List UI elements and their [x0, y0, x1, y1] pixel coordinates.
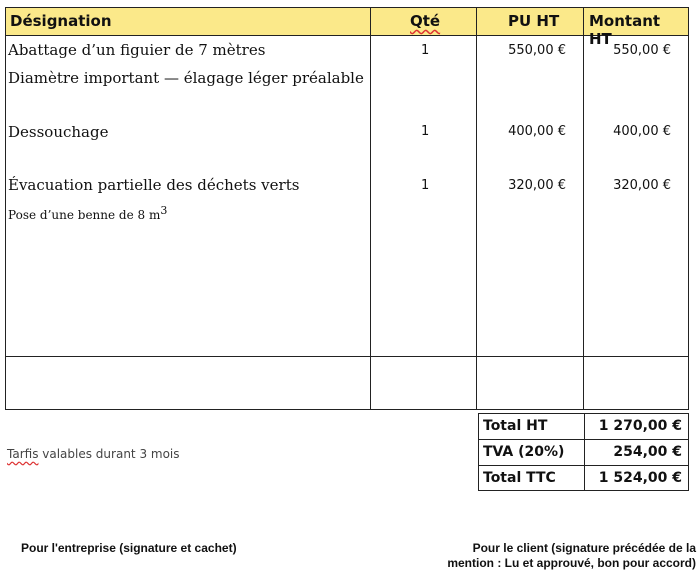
total-ht-value: 1 270,00 € — [598, 418, 682, 434]
row-qty: 1 — [421, 178, 430, 193]
superscript-exponent: 3 — [160, 204, 168, 217]
table-header-row — [6, 8, 688, 48]
validity-note-text: valables durant 3 mois — [38, 447, 180, 461]
totals-table — [478, 413, 689, 491]
column-divider — [476, 8, 477, 409]
misspelled-word: Tarfis — [7, 447, 39, 461]
tva-label: TVA (20%) — [483, 444, 565, 460]
row-amount: 320,00 € — [613, 178, 671, 193]
row-description-detail — [8, 204, 167, 222]
row-qty: 1 — [421, 124, 430, 139]
row-unit-price: 320,00 € — [508, 178, 566, 193]
validity-note — [7, 447, 180, 461]
header-qte: Qté — [410, 12, 441, 30]
row-description: Dessouchage — [8, 123, 109, 141]
total-ht-row — [479, 414, 688, 440]
row-description: Évacuation partielle des déchets verts — [8, 176, 300, 194]
row-qty: 1 — [421, 43, 430, 58]
column-divider — [370, 8, 371, 409]
total-ttc-value: 1 524,00 € — [598, 470, 682, 486]
header-montant-ht: Montant HT — [589, 12, 661, 48]
tva-value: 254,00 € — [613, 444, 682, 460]
column-divider — [583, 8, 584, 409]
header-pu-ht: PU HT — [508, 12, 560, 30]
row-description: Abattage d’un figuier de 7 mètres — [8, 41, 266, 59]
row-divider — [6, 356, 688, 357]
tva-row — [479, 440, 688, 466]
total-ttc-row — [479, 466, 688, 492]
header-designation: Désignation — [10, 12, 112, 30]
company-signature-label: Pour l'entreprise (signature et cachet) — [21, 541, 237, 555]
client-signature-line2: mention : Lu et approuvé, bon pour accord) — [447, 556, 696, 570]
row-description-detail: Diamètre important — élagage léger préalable — [8, 69, 364, 87]
quote-table — [5, 7, 689, 410]
row-amount: 400,00 € — [613, 124, 671, 139]
total-ht-label: Total HT — [483, 418, 548, 434]
row-unit-price: 550,00 € — [508, 43, 566, 58]
total-ttc-label: Total TTC — [483, 470, 556, 486]
row-description-detail-text: Pose d’une benne de 8 m — [8, 208, 161, 222]
row-unit-price: 400,00 € — [508, 124, 566, 139]
row-amount: 550,00 € — [613, 43, 671, 58]
client-signature-label — [416, 541, 696, 571]
client-signature-line1: Pour le client (signature précédée de la — [472, 541, 696, 555]
